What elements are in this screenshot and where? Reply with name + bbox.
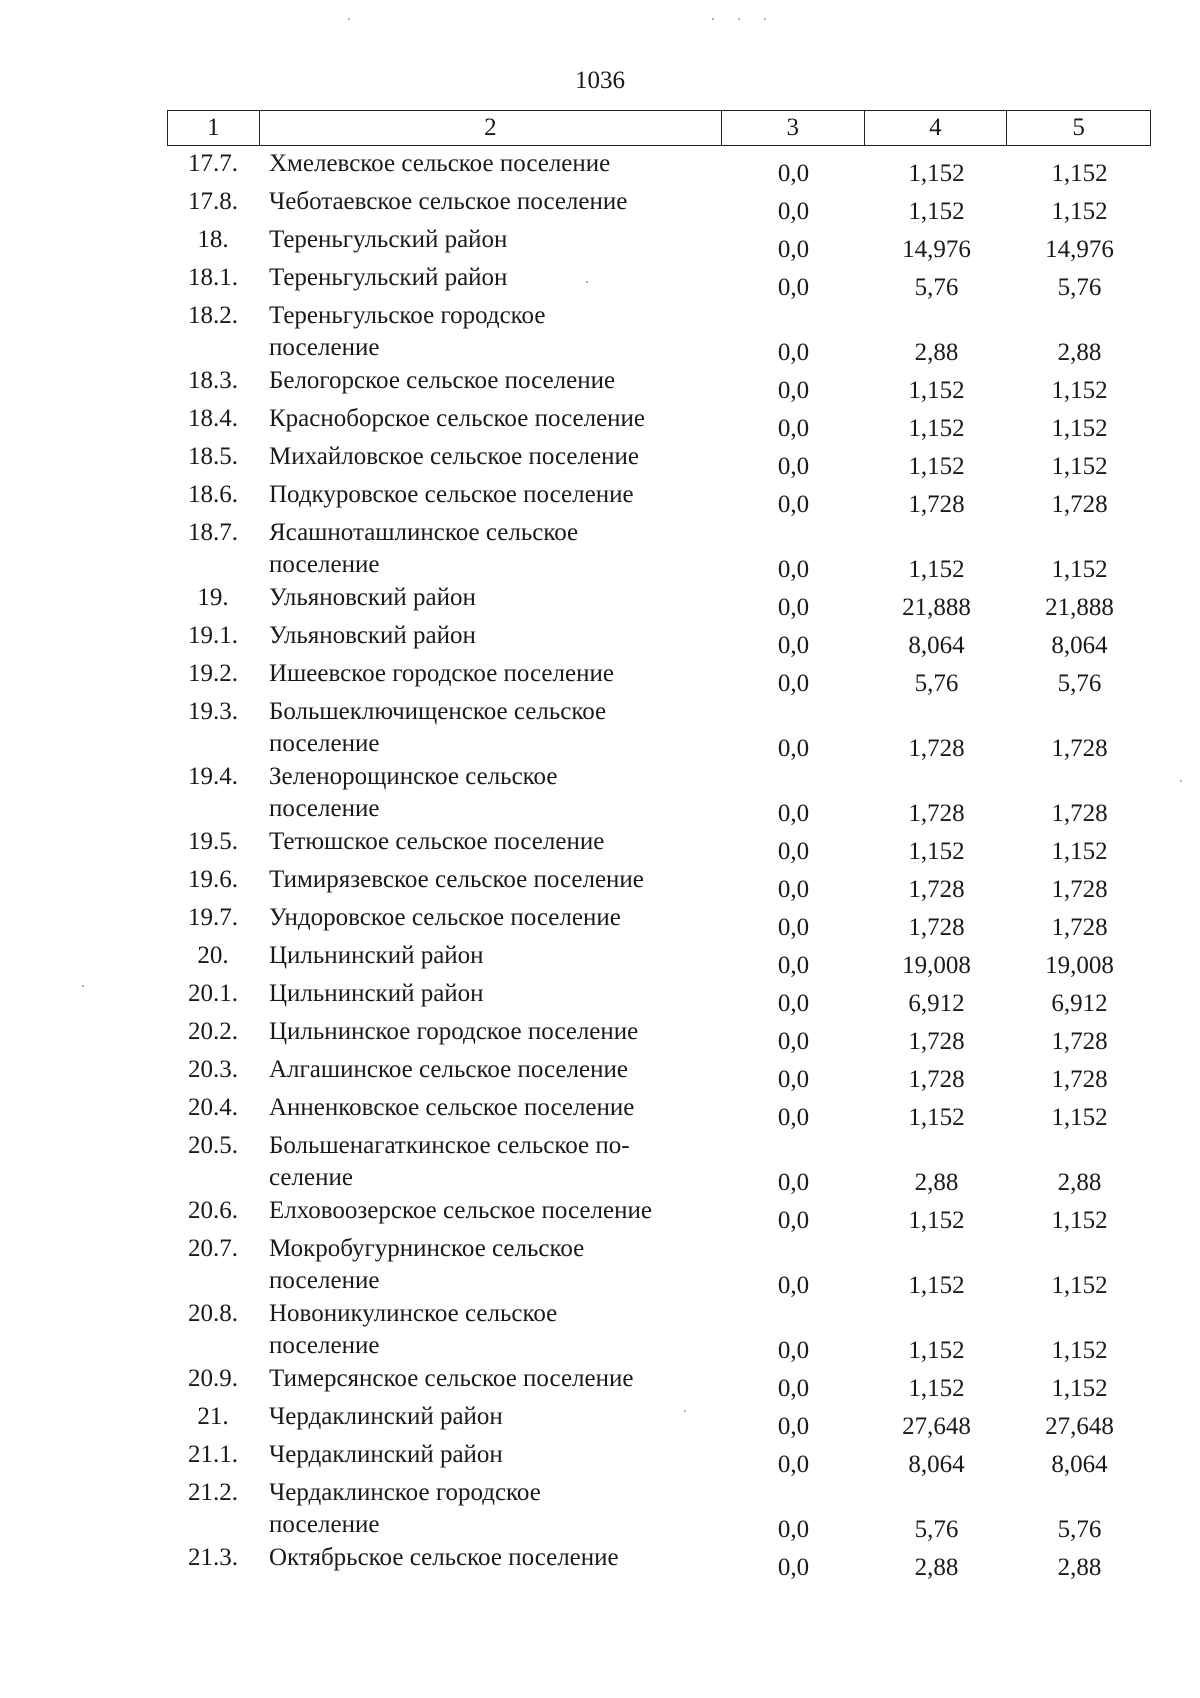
row-value-c3: 0,0 [777,236,810,263]
row-value-c3: 0,0 [777,1028,810,1055]
row-number: 19.4. [188,763,238,790]
scan-artifact [82,985,84,987]
header-col-3: 3 [722,111,865,145]
row-number: 20.2. [188,1018,238,1045]
page-number: 1036 [575,67,625,94]
row-value-c5: 1,152 [1051,198,1108,225]
row-name [259,186,722,224]
row-value-c4: 1,152 [908,160,965,187]
row-number: 19.1. [188,622,238,649]
row-name-line: Анненковское сельское поселение [269,1094,635,1121]
row-value-c3: 0,0 [777,876,810,903]
row-name [259,224,722,262]
row-value-c3: 0,0 [777,735,810,762]
row-name [259,658,722,696]
row-name [259,1233,722,1298]
row-name-line: Мокробугурнинское сельское [269,1235,585,1262]
row-name-line: Зеленорощинское сельское [269,763,558,790]
row-name [259,1363,722,1401]
row-number: 19.3. [188,698,238,725]
row-name-line: Чердаклинский район [269,1403,503,1430]
row-name [259,1054,722,1092]
row-number: 20.7. [188,1235,238,1262]
row-name-line: Красноборское сельское поселение [269,405,646,432]
row-value-c5: 1,728 [1051,914,1108,941]
row-number: 18.3. [188,367,238,394]
row-value-c5: 19,008 [1045,952,1114,979]
row-value-c4: 1,152 [908,1337,965,1364]
row-value-c5: 1,152 [1051,838,1108,865]
table-row [167,1092,1151,1130]
scan-artifact [1180,780,1182,782]
row-value-c5: 8,064 [1051,632,1108,659]
row-value-c4: 1,728 [908,876,965,903]
scan-artifact [738,18,740,20]
table-row [167,620,1151,658]
table-row [167,1439,1151,1477]
row-name-line: Тереньгульское городское [269,302,546,329]
row-value-c5: 1,728 [1051,876,1108,903]
table-row [167,1233,1151,1298]
row-value-c4: 1,152 [908,1104,965,1131]
row-value-c4: 1,152 [908,556,965,583]
row-name-line: Ундоровское сельское поселение [269,904,621,931]
row-value-c4: 1,728 [908,735,965,762]
row-name-line: поселение [269,795,380,822]
table-row [167,441,1151,479]
row-value-c4: 27,648 [902,1413,971,1440]
row-value-c4: 1,728 [908,914,965,941]
row-value-c5: 1,152 [1051,1272,1108,1299]
row-value-c5: 1,152 [1051,1104,1108,1131]
table-row [167,1195,1151,1233]
row-name-line: Тимерсянское сельское поселение [269,1365,634,1392]
row-value-c3: 0,0 [777,1554,810,1581]
row-name-line: поселение [269,1267,380,1294]
table-row [167,365,1151,403]
row-name [259,582,722,620]
row-name [259,864,722,902]
row-value-c4: 14,976 [902,236,971,263]
row-value-c3: 0,0 [777,339,810,366]
row-value-c3: 0,0 [777,1337,810,1364]
row-name-line: Михайловское сельское поселение [269,443,639,470]
header-col-2: 2 [260,111,722,145]
row-value-c3: 0,0 [777,952,810,979]
row-name [259,696,722,761]
row-value-c3: 0,0 [777,377,810,404]
row-name [259,262,722,300]
row-number: 19.2. [188,660,238,687]
row-value-c4: 2,88 [914,339,959,366]
row-value-c3: 0,0 [777,1451,810,1478]
row-value-c5: 1,728 [1051,735,1108,762]
row-value-c5: 5,76 [1057,670,1102,697]
row-value-c3: 0,0 [777,198,810,225]
row-value-c5: 1,728 [1051,491,1108,518]
row-value-c4: 1,728 [908,800,965,827]
table-header [167,110,1151,146]
table-row [167,582,1151,620]
row-value-c5: 1,152 [1051,160,1108,187]
table-row [167,826,1151,864]
row-name-line: Тетюшское сельское поселение [269,828,605,855]
row-value-c3: 0,0 [777,1272,810,1299]
row-value-c4: 1,152 [908,1375,965,1402]
row-value-c5: 2,88 [1057,1169,1102,1196]
row-number: 20.5. [188,1132,238,1159]
row-value-c5: 27,648 [1045,1413,1114,1440]
table-row [167,517,1151,582]
row-name [259,365,722,403]
header-col-4: 4 [865,111,1008,145]
row-value-c4: 5,76 [914,274,959,301]
row-value-c5: 5,76 [1057,1516,1102,1543]
row-name-line: Новоникулинское сельское [269,1300,558,1327]
row-number: 19. [197,584,229,611]
table-row [167,148,1151,186]
row-name-line: Подкуровское сельское поселение [269,481,634,508]
table-row [167,940,1151,978]
row-name-line: поселение [269,730,380,757]
scan-artifact [764,18,766,20]
table-row [167,1542,1151,1580]
row-value-c4: 6,912 [908,990,965,1017]
row-value-c3: 0,0 [777,274,810,301]
row-value-c3: 0,0 [777,1516,810,1543]
table-row [167,761,1151,826]
table-row [167,300,1151,365]
row-name-line: Ульяновский район [269,622,476,649]
row-value-c4: 1,152 [908,453,965,480]
row-name-line: Чердаклинский район [269,1441,503,1468]
row-name [259,1401,722,1439]
row-value-c3: 0,0 [777,670,810,697]
row-value-c4: 2,88 [914,1554,959,1581]
table-row [167,186,1151,224]
row-number: 21.2. [188,1479,238,1506]
table-row [167,224,1151,262]
row-name [259,761,722,826]
scan-artifact [348,18,350,20]
row-value-c4: 19,008 [902,952,971,979]
row-name-line: Чердаклинское городское [269,1479,541,1506]
row-number: 21.1. [188,1441,238,1468]
row-name-line: селение [269,1164,353,1191]
row-number: 18. [197,226,229,253]
row-name-line: Елховоозерское сельское поселение [269,1197,652,1224]
row-value-c4: 1,728 [908,1066,965,1093]
table-row [167,262,1151,300]
table-row [167,864,1151,902]
row-name-line: Чеботаевское сельское поселение [269,188,628,215]
row-value-c3: 0,0 [777,491,810,518]
row-value-c4: 1,152 [908,838,965,865]
row-value-c3: 0,0 [777,632,810,659]
scan-artifact [684,1410,686,1412]
table-row [167,1298,1151,1363]
row-name-line: Тереньгульский район [269,264,508,291]
row-name [259,403,722,441]
row-name-line: Алгашинское сельское поселение [269,1056,628,1083]
row-value-c3: 0,0 [777,800,810,827]
row-number: 18.1. [188,264,238,291]
table-row [167,902,1151,940]
row-value-c5: 1,152 [1051,415,1108,442]
row-value-c4: 1,152 [908,1272,965,1299]
row-value-c3: 0,0 [777,1413,810,1440]
header-col-1: 1 [168,111,260,145]
row-value-c3: 0,0 [777,1169,810,1196]
row-name [259,940,722,978]
row-name [259,1542,722,1580]
row-value-c4: 1,152 [908,377,965,404]
row-value-c4: 8,064 [908,1451,965,1478]
row-value-c3: 0,0 [777,1066,810,1093]
row-value-c4: 2,88 [914,1169,959,1196]
row-value-c5: 2,88 [1057,1554,1102,1581]
row-value-c3: 0,0 [777,914,810,941]
row-value-c5: 1,728 [1051,800,1108,827]
row-number: 18.2. [188,302,238,329]
row-number: 20. [197,942,229,969]
row-name-line: поселение [269,1511,380,1538]
row-number: 18.5. [188,443,238,470]
table-row [167,1130,1151,1195]
row-value-c5: 5,76 [1057,274,1102,301]
table-row [167,696,1151,761]
row-value-c3: 0,0 [777,1104,810,1131]
row-value-c5: 1,152 [1051,556,1108,583]
row-number: 20.4. [188,1094,238,1121]
row-value-c4: 5,76 [914,1516,959,1543]
row-name-line: Тимирязевское сельское поселение [269,866,644,893]
table-row [167,1054,1151,1092]
row-value-c5: 1,152 [1051,377,1108,404]
row-value-c4: 21,888 [902,594,971,621]
row-name [259,1092,722,1130]
row-name-line: Тереньгульский район [269,226,508,253]
row-value-c5: 8,064 [1051,1451,1108,1478]
row-value-c5: 14,976 [1045,236,1114,263]
row-name [259,1477,722,1542]
row-name [259,479,722,517]
row-value-c3: 0,0 [777,556,810,583]
row-name [259,620,722,658]
row-number: 20.8. [188,1300,238,1327]
row-name [259,1195,722,1233]
row-number: 17.8. [188,188,238,215]
row-name [259,902,722,940]
row-value-c5: 6,912 [1051,990,1108,1017]
row-number: 18.7. [188,519,238,546]
row-value-c5: 21,888 [1045,594,1114,621]
row-number: 17.7. [188,150,238,177]
row-value-c4: 8,064 [908,632,965,659]
row-name-line: Цильнинский район [269,980,484,1007]
row-name-line: Цильнинское городское поселение [269,1018,639,1045]
header-col-5: 5 [1072,114,1085,141]
row-name-line: поселение [269,1332,380,1359]
table-body [167,148,1151,1580]
row-name-line: Цильнинский район [269,942,484,969]
row-value-c3: 0,0 [777,1375,810,1402]
row-number: 19.5. [188,828,238,855]
row-name [259,441,722,479]
row-name-line: Октябрьское сельское поселение [269,1544,619,1571]
row-value-c5: 1,728 [1051,1028,1108,1055]
row-value-c3: 0,0 [777,160,810,187]
row-name [259,826,722,864]
row-number: 19.6. [188,866,238,893]
table-row [167,1477,1151,1542]
row-value-c3: 0,0 [777,1207,810,1234]
table-row [167,1363,1151,1401]
row-name-line: поселение [269,551,380,578]
row-value-c4: 1,152 [908,1207,965,1234]
row-value-c3: 0,0 [777,594,810,621]
row-value-c3: 0,0 [777,838,810,865]
row-name [259,1439,722,1477]
row-number: 20.6. [188,1197,238,1224]
table-row [167,1016,1151,1054]
row-number: 20.1. [188,980,238,1007]
row-name-line: Ясашноташлинское сельское [269,519,579,546]
row-number: 20.9. [188,1365,238,1392]
row-value-c5: 1,152 [1051,1337,1108,1364]
row-value-c3: 0,0 [777,990,810,1017]
row-name-line: Большенагаткинское сельское по- [269,1132,630,1159]
row-name-line: поселение [269,334,380,361]
row-value-c5: 1,152 [1051,1375,1108,1402]
scan-artifact [586,281,588,283]
scan-artifact [712,18,714,20]
row-name [259,148,722,186]
row-value-c3: 0,0 [777,453,810,480]
row-value-c4: 1,728 [908,1028,965,1055]
row-number: 21. [197,1403,229,1430]
row-name-line: Хмелевское сельское поселение [269,150,611,177]
row-value-c5: 1,152 [1051,453,1108,480]
row-number: 21.3. [188,1544,238,1571]
row-name-line: Большеключищенское сельское [269,698,607,725]
table-row [167,658,1151,696]
row-number: 18.6. [188,481,238,508]
row-name [259,1298,722,1363]
row-number: 20.3. [188,1056,238,1083]
row-value-c4: 1,728 [908,491,965,518]
row-value-c5: 1,728 [1051,1066,1108,1093]
row-value-c3: 0,0 [777,415,810,442]
row-name-line: Ульяновский район [269,584,476,611]
row-name-line: Белогорское сельское поселение [269,367,616,394]
row-name [259,517,722,582]
row-number: 18.4. [188,405,238,432]
row-name [259,978,722,1016]
table-row [167,978,1151,1016]
table-row [167,403,1151,441]
row-value-c5: 2,88 [1057,339,1102,366]
row-name [259,1130,722,1195]
table-row [167,1401,1151,1439]
row-value-c4: 5,76 [914,670,959,697]
row-number: 19.7. [188,904,238,931]
row-value-c4: 1,152 [908,415,965,442]
table-row [167,479,1151,517]
row-value-c4: 1,152 [908,198,965,225]
row-name [259,1016,722,1054]
row-name [259,300,722,365]
row-value-c5: 1,152 [1051,1207,1108,1234]
row-name-line: Ишеевское городское поселение [269,660,614,687]
